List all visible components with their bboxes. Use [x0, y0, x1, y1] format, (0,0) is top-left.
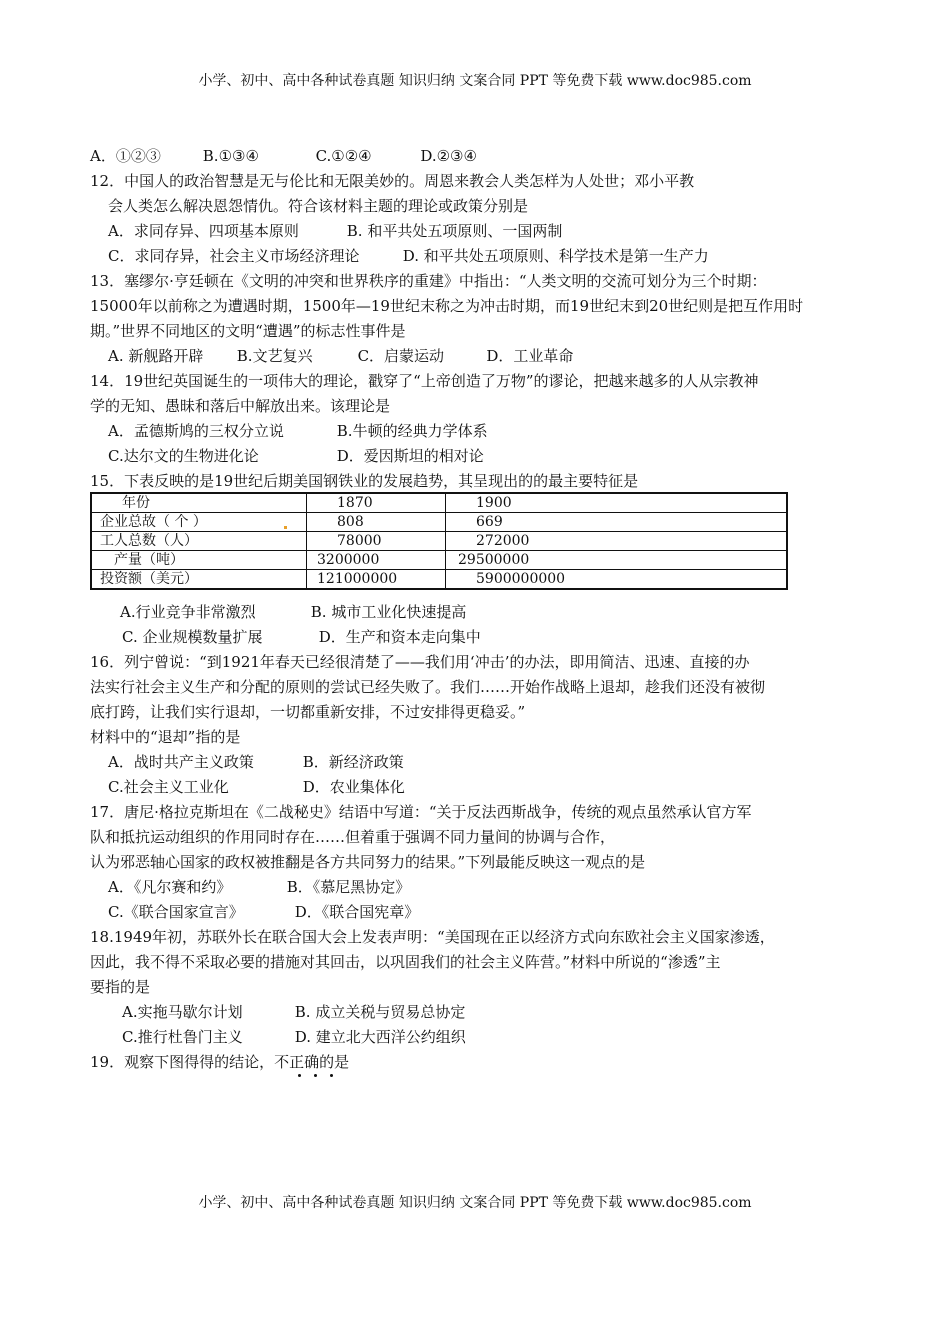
q18-stem-line3: 要指的是 — [90, 978, 151, 996]
table-cell: 121000000 — [307, 570, 446, 590]
q12-stem-line2: 会人类怎么解决恩怨情仇。符合该材料主题的理论或政策分别是 — [108, 197, 529, 215]
table-row — [91, 493, 787, 513]
q17-option-a: A．《凡尔赛和约》 — [108, 878, 232, 896]
q16-options-cd — [108, 777, 405, 797]
q13-option-c: C．启蒙运动 — [357, 347, 445, 365]
q16-stem-line1: 16．列宁曾说：“到1921年春天已经很清楚了——我们用‘冲击’的办法，即用简洁、迅速、直接的办 — [90, 653, 750, 671]
q11-option-c: C.①②④ — [315, 147, 372, 165]
q12-option-c: C．求同存异，社会主义市场经济理论 — [108, 247, 360, 265]
q13-options — [108, 346, 573, 366]
q12-option-b: B. 和平共处五项原则、一国两制 — [346, 222, 563, 240]
emphasis-dot — [330, 1074, 333, 1077]
table-cell: 3200000 — [307, 551, 446, 570]
table-row — [91, 513, 787, 532]
table-cell: 78000 — [307, 532, 446, 551]
table-cell: 29500000 — [446, 551, 788, 570]
q15-option-c: C. 企业规模数量扩展 — [122, 628, 263, 646]
steel-industry-table — [90, 492, 788, 590]
q18-option-a: A.实拖马歇尔计划 — [122, 1003, 243, 1021]
emphasis-dot — [298, 1074, 301, 1077]
q18-stem-line2: 因此，我不得不采取必要的措施对其回击，以巩固我们的社会主义阵营。”材料中所说的“渗透”主 — [90, 953, 721, 971]
q12-option-d: D. 和平共处五项原则、科学技术是第一生产力 — [402, 247, 709, 265]
q19-stem: 19．观察下图得得的结论，不正确的是 — [90, 1053, 350, 1071]
table-cell: 企业总故（ 个 ） — [91, 513, 307, 532]
q14-option-b: B.牛顿的经典力学体系 — [336, 422, 488, 440]
table-cell: 272000 — [446, 532, 788, 551]
q11-options — [90, 146, 477, 166]
q17-options-ab — [108, 877, 410, 897]
q15-option-a: A.行业竞争非常激烈 — [120, 603, 256, 621]
q18-option-d: D. 建立北大西洋公约组织 — [294, 1028, 466, 1046]
q14-option-a: A．孟德斯鸠的三权分立说 — [108, 422, 284, 440]
orange-mark — [284, 526, 287, 529]
q12-option-a: A．求同存异、四项基本原则 — [108, 222, 299, 240]
q13-stem-line2: 15000年以前称之为遭遇时期，1500年—19世纪末称之为冲击时期，而19世纪末到20世纪则是把互作用时 — [90, 297, 804, 315]
q11-option-a: A．①②③ — [90, 147, 161, 165]
q18-option-b: B. 成立关税与贸易总协定 — [294, 1003, 466, 1021]
q18-option-c: C.推行杜鲁门主义 — [122, 1028, 243, 1046]
q13-stem-line3: 期。”世界不同地区的文明“遭遇”的标志性事件是 — [90, 322, 406, 340]
q14-options-ab — [108, 421, 488, 441]
table-cell: 年份 — [91, 493, 307, 513]
q17-options-cd — [108, 902, 419, 922]
q14-stem-line2: 学的无知、愚昧和落后中解放出来。该理论是 — [90, 397, 391, 415]
table-row — [91, 551, 787, 570]
table-cell: 投资额（美元） — [91, 570, 307, 590]
q15-option-b: B. 城市工业化快速提高 — [310, 603, 467, 621]
q15-options-cd — [122, 627, 481, 647]
q13-option-b: B.文艺复兴 — [236, 347, 313, 365]
q17-stem-line1: 17．唐尼·格拉克斯坦在《二战秘史》结语中写道：“关于反法西斯战争，传统的观点虽然承认官方军 — [90, 803, 752, 821]
q16-option-c: C.社会主义工业化 — [108, 778, 229, 796]
q13-option-d: D．工业革命 — [486, 347, 574, 365]
q16-stem-line2: 法实行社会主义生产和分配的原则的尝试已经失败了。我们……开始作战略上退却，趁我们还没有被彻 — [90, 678, 766, 696]
q14-stem-line1: 14．19世纪英国诞生的一项伟大的理论，戳穿了“上帝创造了万物”的谬论，把越来越多的人从宗教神 — [90, 372, 759, 390]
q13-option-a: A. 新舰路开辟 — [108, 347, 204, 365]
q14-option-d: D．爱因斯坦的相对论 — [336, 447, 484, 465]
emphasis-dot — [314, 1074, 317, 1077]
q15-stem: 15．下表反映的是19世纪后期美国钢铁业的发展趋势，其呈现出的的最主要特征是 — [90, 472, 639, 490]
table-cell: 1900 — [446, 493, 788, 513]
q15-option-d: D．生产和资本走向集中 — [318, 628, 481, 646]
q17-option-b: B．《慕尼黑协定》 — [286, 878, 411, 896]
q16-option-a: A．战时共产主义政策 — [108, 753, 254, 771]
table-cell: 1870 — [307, 493, 446, 513]
table-cell: 808 — [307, 513, 446, 532]
q14-options-cd — [108, 446, 484, 466]
q17-stem-line3: 认为邪恶轴心国家的政权被推翻是各方共同努力的结果。”下列最能反映这一观点的是 — [90, 853, 646, 871]
q11-option-d: D.②③④ — [420, 147, 477, 165]
table-cell: 工人总数（人） — [91, 532, 307, 551]
q16-option-b: B．新经济政策 — [302, 753, 404, 771]
q12-stem-line1: 12．中国人的政治智慧是无与伦比和无限美妙的。周恩来教会人类怎样为人处世；邓小平教 — [90, 172, 695, 190]
q18-options-cd — [122, 1027, 466, 1047]
q17-option-d: D．《联合国宪章》 — [294, 903, 420, 921]
table-cell: 5900000000 — [446, 570, 788, 590]
table-cell: 669 — [446, 513, 788, 532]
page-footer: 小学、初中、高中各种试卷真题 知识归纳 文案合同 PPT 等免费下载 www.doc985.com — [198, 1195, 752, 1211]
table-row — [91, 532, 787, 551]
q18-options-ab — [122, 1002, 465, 1022]
q17-stem-line2: 队和抵抗运动组织的作用同时存在……但着重于强调不同力量间的协调与合作， — [90, 828, 616, 846]
q16-option-d: D．农业集体化 — [302, 778, 405, 796]
q11-option-b: B.①③④ — [202, 147, 259, 165]
q17-option-c: C.《联合国家宣言》 — [108, 903, 244, 921]
q18-stem-line1: 18.1949年初，苏联外长在联合国大会上发表声明：“美国现在正以经济方式向东欧社会主义国家渗透， — [90, 928, 775, 946]
q12-options-cd — [108, 246, 709, 266]
q16-stem-line3: 底打跨，让我们实行退却，一切都重新安排，不过安排得更稳妥。” — [90, 703, 526, 721]
q14-option-c: C.达尔文的生物进化论 — [108, 447, 259, 465]
table-row — [91, 570, 787, 590]
page-header: 小学、初中、高中各种试卷真题 知识归纳 文案合同 PPT 等免费下载 www.doc985.com — [198, 73, 752, 89]
q12-options-ab — [108, 221, 562, 241]
q15-options-ab — [120, 602, 466, 622]
q16-stem-line4: 材料中的“退却”指的是 — [90, 728, 241, 746]
table-cell: 产量（吨） — [91, 551, 307, 570]
q13-stem-line1: 13．塞缪尔·亨廷顿在《文明的冲突和世界秩序的重建》中指出：“人类文明的交流可划分为三个时期： — [90, 272, 767, 290]
q16-options-ab — [108, 752, 404, 772]
